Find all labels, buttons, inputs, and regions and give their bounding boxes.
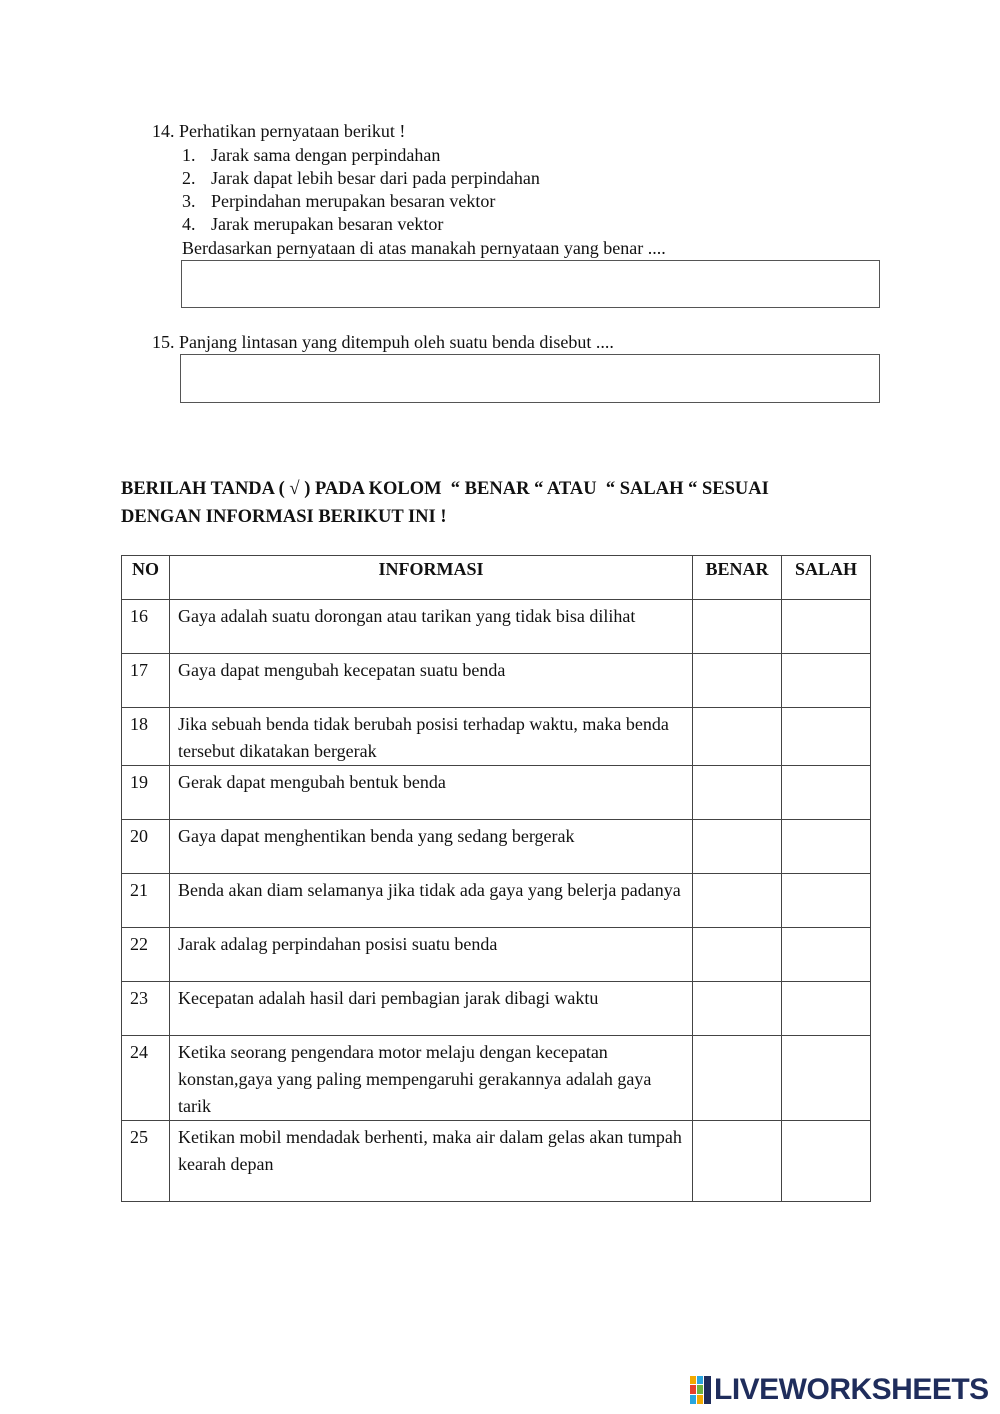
- question-15-prompt: 15. Panjang lintasan yang ditempuh oleh suatu benda disebut ....: [152, 332, 614, 352]
- question-14-item-4: [182, 213, 443, 236]
- salah-checkbox-cell[interactable]: [782, 600, 871, 654]
- benar-checkbox-cell[interactable]: [693, 1036, 782, 1121]
- benar-checkbox-cell[interactable]: [693, 1121, 782, 1202]
- row-statement: Benda akan diam selamanya jika tidak ada gaya yang belerja padanya: [170, 874, 693, 928]
- question-14-answer-box[interactable]: [181, 260, 880, 308]
- benar-checkbox-cell[interactable]: [693, 766, 782, 820]
- row-statement: Kecepatan adalah hasil dari pembagian jarak dibagi waktu: [170, 982, 693, 1036]
- item-text: Jarak merupakan besaran vektor: [211, 214, 444, 234]
- true-false-table: [121, 555, 871, 1202]
- table-row: [122, 820, 871, 874]
- row-number: 25: [122, 1121, 170, 1202]
- row-number: 18: [122, 708, 170, 766]
- benar-checkbox-cell[interactable]: [693, 708, 782, 766]
- question-15-answer-box[interactable]: [180, 354, 880, 403]
- item-number: 2.: [182, 168, 196, 188]
- salah-checkbox-cell[interactable]: [782, 1036, 871, 1121]
- table-row: [122, 708, 871, 766]
- salah-checkbox-cell[interactable]: [782, 982, 871, 1036]
- instruction-heading: [121, 475, 881, 531]
- benar-checkbox-cell[interactable]: [693, 874, 782, 928]
- salah-checkbox-cell[interactable]: [782, 708, 871, 766]
- row-number: 21: [122, 874, 170, 928]
- header-informasi: INFORMASI: [170, 556, 693, 600]
- benar-checkbox-cell[interactable]: [693, 982, 782, 1036]
- row-statement: Gaya dapat mengubah kecepatan suatu benda: [170, 654, 693, 708]
- benar-checkbox-cell[interactable]: [693, 928, 782, 982]
- logo-text: LIVEWORKSHEETS: [714, 1373, 989, 1406]
- header-benar: BENAR: [693, 556, 782, 600]
- salah-checkbox-cell[interactable]: [782, 820, 871, 874]
- salah-checkbox-cell[interactable]: [782, 654, 871, 708]
- table-header-row: [122, 556, 871, 600]
- question-14-item-1: [182, 144, 440, 167]
- liveworksheets-logo-icon: [690, 1376, 712, 1404]
- item-text: Jarak sama dengan perpindahan: [211, 145, 441, 165]
- salah-checkbox-cell[interactable]: [782, 928, 871, 982]
- row-number: 24: [122, 1036, 170, 1121]
- row-statement: Gerak dapat mengubah bentuk benda: [170, 766, 693, 820]
- table-row: [122, 874, 871, 928]
- row-statement: Gaya dapat menghentikan benda yang sedang bergerak: [170, 820, 693, 874]
- salah-checkbox-cell[interactable]: [782, 1121, 871, 1202]
- question-14-item-2: [182, 167, 540, 190]
- header-no: NO: [122, 556, 170, 600]
- question-14-prompt: 14. Perhatikan pernyataan berikut !: [152, 121, 406, 141]
- row-statement: Gaya adalah suatu dorongan atau tarikan yang tidak bisa dilihat: [170, 600, 693, 654]
- benar-checkbox-cell[interactable]: [693, 654, 782, 708]
- item-text: Perpindahan merupakan besaran vektor: [211, 191, 496, 211]
- row-number: 22: [122, 928, 170, 982]
- table-row: [122, 982, 871, 1036]
- table-row: [122, 928, 871, 982]
- row-number: 16: [122, 600, 170, 654]
- instruction-line-1: BERILAH TANDA ( √ ) PADA KOLOM “ BENAR “ ATAU “ SALAH “ SESUAI: [121, 479, 769, 499]
- row-number: 23: [122, 982, 170, 1036]
- row-statement: Jarak adalag perpindahan posisi suatu benda: [170, 928, 693, 982]
- row-number: 19: [122, 766, 170, 820]
- row-number: 20: [122, 820, 170, 874]
- salah-checkbox-cell[interactable]: [782, 874, 871, 928]
- row-statement: Ketika seorang pengendara motor melaju dengan kecepatan konstan,gaya yang paling mempengaruhi gerakannya adalah gaya tarik: [170, 1036, 693, 1121]
- table-row: [122, 1036, 871, 1121]
- row-number: 17: [122, 654, 170, 708]
- benar-checkbox-cell[interactable]: [693, 600, 782, 654]
- table-row: [122, 1121, 871, 1202]
- table-row: [122, 600, 871, 654]
- header-salah: SALAH: [782, 556, 871, 600]
- table-row: [122, 766, 871, 820]
- item-number: 1.: [182, 145, 196, 165]
- salah-checkbox-cell[interactable]: [782, 766, 871, 820]
- item-number: 3.: [182, 191, 196, 211]
- question-14-item-3: [182, 190, 495, 213]
- instruction-line-2: DENGAN INFORMASI BERIKUT INI !: [121, 507, 447, 527]
- row-statement: Jika sebuah benda tidak berubah posisi terhadap waktu, maka benda tersebut dikatakan bergerak: [170, 708, 693, 766]
- row-statement: Ketikan mobil mendadak berhenti, maka air dalam gelas akan tumpah kearah depan: [170, 1121, 693, 1202]
- liveworksheets-logo: [690, 1372, 989, 1408]
- item-number: 4.: [182, 214, 196, 234]
- benar-checkbox-cell[interactable]: [693, 820, 782, 874]
- item-text: Jarak dapat lebih besar dari pada perpindahan: [211, 168, 540, 188]
- table-row: [122, 654, 871, 708]
- question-14-question: Berdasarkan pernyataan di atas manakah pernyataan yang benar ....: [182, 238, 666, 258]
